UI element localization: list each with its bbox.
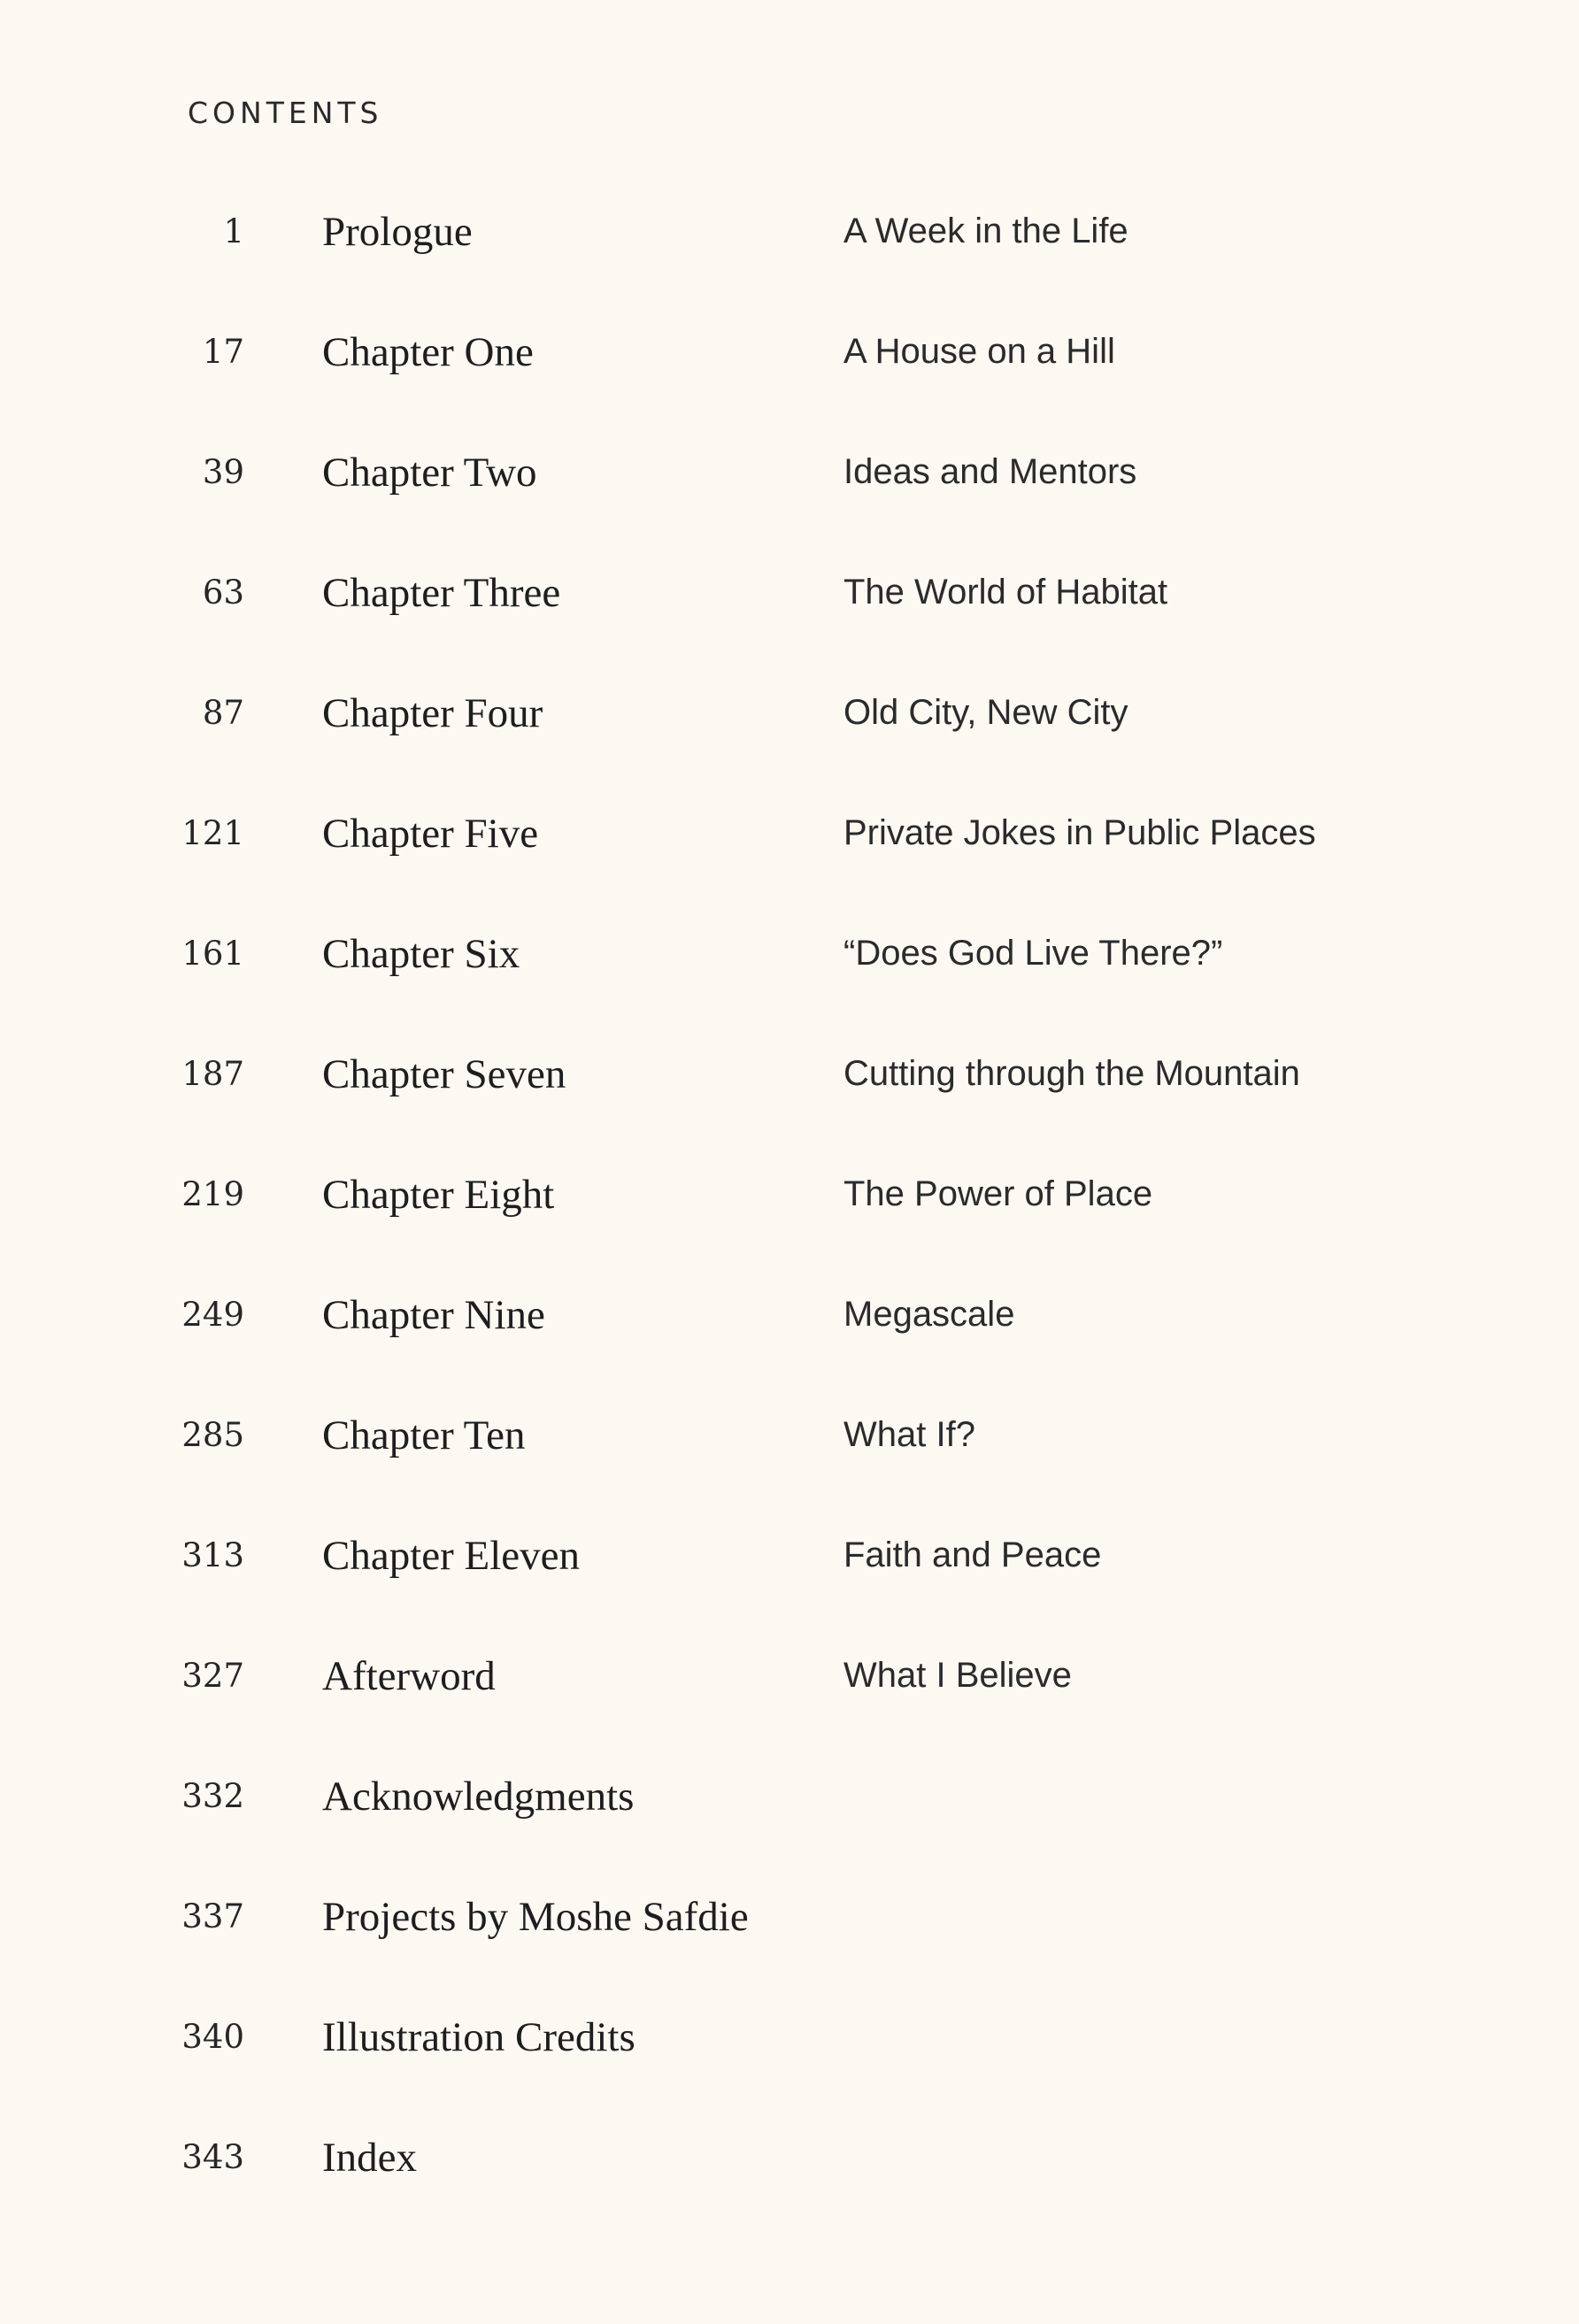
toc-chapter-title: Chapter Three: [322, 570, 561, 616]
toc-chapter-title: Acknowledgments: [322, 1774, 635, 1820]
toc-page-number: 39: [202, 453, 244, 491]
toc-page-number: 343: [181, 2138, 244, 2176]
toc-entry[interactable]: [0, 1280, 1579, 1351]
toc-chapter-title: Chapter Eleven: [322, 1533, 581, 1579]
toc-entry[interactable]: [0, 1520, 1579, 1591]
toc-page-number: 121: [181, 814, 244, 852]
toc-entry[interactable]: [0, 1641, 1579, 1712]
toc-entry[interactable]: [0, 2002, 1579, 2073]
toc-entry[interactable]: [0, 196, 1579, 267]
toc-page-number: 17: [202, 333, 244, 371]
toc-entry[interactable]: [0, 2122, 1579, 2193]
toc-page-number: 187: [181, 1055, 244, 1093]
toc-page-number: 161: [181, 935, 244, 973]
toc-chapter-subtitle: The World of Habitat: [843, 573, 1168, 612]
toc-chapter-subtitle: A Week in the Life: [843, 212, 1128, 250]
toc-page-number: 1: [223, 212, 244, 250]
toc-page-number: 249: [181, 1296, 244, 1334]
toc-chapter-title: Prologue: [322, 209, 473, 255]
toc-chapter-subtitle: Megascale: [843, 1295, 1015, 1334]
toc-chapter-subtitle: What If?: [843, 1415, 975, 1454]
toc-entry[interactable]: [0, 1400, 1579, 1471]
toc-chapter-subtitle: Private Jokes in Public Places: [843, 813, 1316, 852]
toc-entry[interactable]: [0, 1761, 1579, 1832]
toc-entry[interactable]: [0, 1039, 1579, 1110]
toc-entry[interactable]: [0, 919, 1579, 989]
toc-chapter-title: Chapter Five: [322, 811, 539, 857]
toc-entry[interactable]: [0, 1882, 1579, 1952]
toc-page-number: 63: [202, 573, 244, 612]
toc-chapter-title: Index: [322, 2135, 418, 2181]
toc-chapter-title: Chapter Six: [322, 931, 520, 977]
toc-page-number: 327: [181, 1657, 244, 1695]
toc-chapter-title: Chapter One: [322, 329, 534, 375]
toc-chapter-subtitle: Old City, New City: [843, 693, 1128, 732]
toc-chapter-title: Afterword: [322, 1653, 496, 1699]
toc-chapter-title: Chapter Seven: [322, 1051, 566, 1097]
toc-chapter-title: Chapter Nine: [322, 1292, 545, 1338]
toc-chapter-subtitle: A House on a Hill: [843, 332, 1115, 371]
toc-page-number: 219: [181, 1175, 244, 1213]
toc-entry[interactable]: [0, 437, 1579, 508]
toc-chapter-subtitle: What I Believe: [843, 1656, 1072, 1695]
toc-chapter-subtitle: The Power of Place: [843, 1174, 1153, 1213]
toc-chapter-title: Chapter Ten: [322, 1412, 526, 1458]
contents-heading: CONTENTS: [188, 96, 383, 130]
toc-page-number: 337: [181, 1897, 244, 1935]
toc-entry[interactable]: [0, 317, 1579, 388]
toc-page-number: 87: [202, 694, 244, 732]
toc-chapter-subtitle: Ideas and Mentors: [843, 452, 1137, 491]
toc-chapter-subtitle: Cutting through the Mountain: [843, 1054, 1300, 1093]
toc-page-number: 313: [181, 1536, 244, 1574]
toc-page-number: 332: [181, 1777, 244, 1815]
toc-chapter-title: Chapter Two: [322, 450, 537, 496]
toc-chapter-title: Chapter Four: [322, 690, 543, 736]
toc-chapter-title: Illustration Credits: [322, 2014, 635, 2060]
toc-page-number: 340: [181, 2018, 244, 2056]
toc-page-number: 285: [181, 1416, 244, 1454]
toc-chapter-title: Chapter Eight: [322, 1172, 555, 1218]
toc-chapter-subtitle: “Does God Live There?”: [843, 934, 1223, 973]
toc-chapter-subtitle: Faith and Peace: [843, 1535, 1102, 1574]
toc-entry[interactable]: [0, 798, 1579, 869]
toc-chapter-title: Projects by Moshe Safdie: [322, 1894, 749, 1940]
toc-entry[interactable]: [0, 678, 1579, 749]
toc-entry[interactable]: [0, 1159, 1579, 1230]
toc-entry[interactable]: [0, 558, 1579, 628]
